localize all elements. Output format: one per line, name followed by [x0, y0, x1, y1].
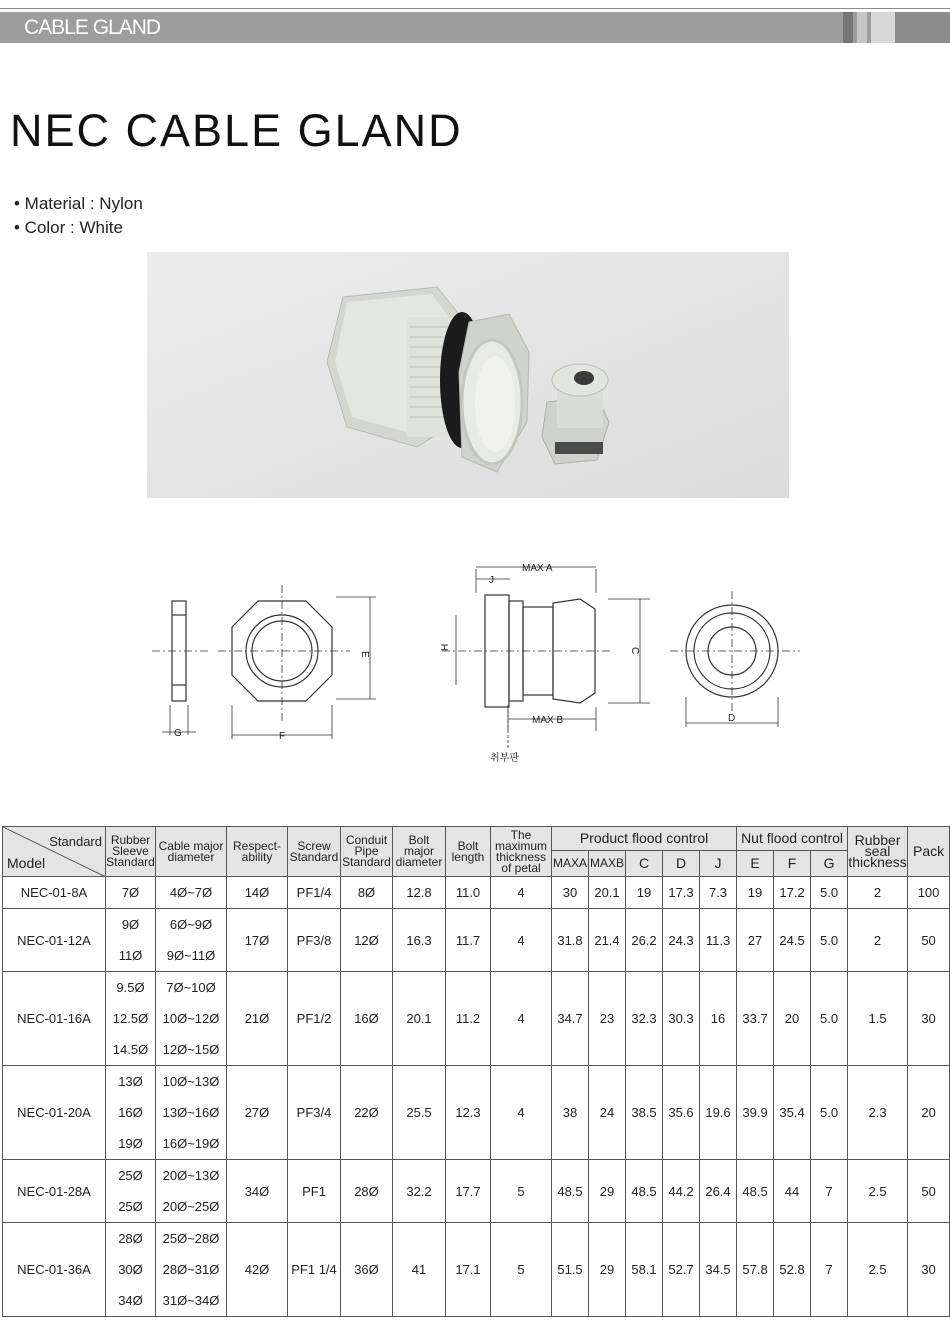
- cell-c: 58.1: [626, 1223, 663, 1317]
- cell-sleeve: [106, 1223, 156, 1317]
- header-standard: Standard: [49, 834, 102, 849]
- cell-g: 5.0: [811, 909, 848, 972]
- sleeve-value: 25Ø: [118, 1199, 143, 1214]
- cell-e: 57.8: [737, 1223, 774, 1317]
- header-g: G: [811, 851, 848, 877]
- header-maxa: MAXA: [552, 851, 589, 877]
- header-pack: Pack: [908, 827, 950, 877]
- cell-screw: PF3/8: [288, 909, 341, 972]
- material-spec: • Material : Nylon: [14, 194, 143, 213]
- header-conduit: Conduit Pipe Standard: [341, 827, 393, 877]
- table-row: [3, 877, 950, 909]
- cell-respect: 21Ø: [227, 972, 288, 1066]
- cell-petal: 5: [491, 1160, 552, 1223]
- cell-pack: 50: [908, 1160, 950, 1223]
- cell-sleeve: [106, 1066, 156, 1160]
- cable-value: 25Ø~28Ø: [162, 1231, 220, 1246]
- cell-respect: 42Ø: [227, 1223, 288, 1317]
- cell-f: 20: [774, 972, 811, 1066]
- cell-maxb: 23: [589, 972, 626, 1066]
- page-title: NEC CABLE GLAND: [10, 105, 463, 156]
- header-nut-flood: Nut flood control: [737, 827, 848, 851]
- cell-screw: PF1: [288, 1160, 341, 1223]
- cell-f: 24.5: [774, 909, 811, 972]
- cell-maxb: 29: [589, 1223, 626, 1317]
- header-e: E: [737, 851, 774, 877]
- sleeve-value: 19Ø: [118, 1136, 143, 1151]
- cell-pack: 20: [908, 1066, 950, 1160]
- cell-bolt-length: 17.7: [446, 1160, 491, 1223]
- dim-label-g: G: [174, 728, 182, 739]
- header-d: D: [663, 851, 700, 877]
- header-respectability: Respect- ability: [227, 827, 288, 877]
- banner-accent-block: [843, 12, 853, 43]
- sleeve-value: 14.5Ø: [112, 1042, 149, 1057]
- cell-cable: [156, 1066, 227, 1160]
- cell-maxb: 20.1: [589, 877, 626, 909]
- cell-conduit: 8Ø: [341, 877, 393, 909]
- table-row: [3, 1160, 950, 1223]
- sleeve-value: 28Ø: [118, 1231, 143, 1246]
- cell-bolt-length: 11.7: [446, 909, 491, 972]
- cell-bolt-major: 41: [393, 1223, 446, 1317]
- cell-g: 5.0: [811, 877, 848, 909]
- cell-cable: [156, 1223, 227, 1317]
- table-row: [3, 909, 950, 972]
- header-c: C: [626, 851, 663, 877]
- cell-respect: 34Ø: [227, 1160, 288, 1223]
- technical-drawing: [140, 535, 820, 775]
- cell-petal: 4: [491, 877, 552, 909]
- cable-value: 10Ø~12Ø: [162, 1011, 220, 1026]
- mounting-plate-label: 취부판: [490, 753, 519, 764]
- cell-seal: 2.5: [848, 1160, 908, 1223]
- cell-model: NEC-01-36A: [3, 1223, 106, 1317]
- dim-label-j: J: [489, 575, 494, 586]
- table-row: [3, 972, 950, 1066]
- cell-c: 48.5: [626, 1160, 663, 1223]
- cell-bolt-length: 11.0: [446, 877, 491, 909]
- cell-pack: 100: [908, 877, 950, 909]
- cell-bolt-major: 12.8: [393, 877, 446, 909]
- sleeve-value: 11Ø: [118, 948, 143, 963]
- banner-accent-block: [895, 12, 950, 43]
- cell-petal: 4: [491, 909, 552, 972]
- cell-screw: PF1/4: [288, 877, 341, 909]
- section-title: CABLE GLAND: [24, 16, 161, 39]
- cell-bolt-major: 32.2: [393, 1160, 446, 1223]
- cell-maxb: 24: [589, 1066, 626, 1160]
- cell-model: NEC-01-16A: [3, 972, 106, 1066]
- cable-value: 20Ø~13Ø: [162, 1168, 220, 1183]
- cell-c: 32.3: [626, 972, 663, 1066]
- cell-screw: PF1/2: [288, 972, 341, 1066]
- header-rubber-seal: Rubber seal thickness: [848, 827, 908, 877]
- cell-g: 5.0: [811, 1066, 848, 1160]
- cell-respect: 27Ø: [227, 1066, 288, 1160]
- cable-value: 6Ø~9Ø: [169, 917, 213, 932]
- cell-conduit: 16Ø: [341, 972, 393, 1066]
- section-banner: [0, 12, 950, 43]
- cell-respect: 14Ø: [227, 877, 288, 909]
- product-photo: [147, 252, 789, 498]
- dim-label-max-a: MAX A: [522, 563, 553, 574]
- cell-maxa: 31.8: [552, 909, 589, 972]
- cell-respect: 17Ø: [227, 909, 288, 972]
- cell-bolt-major: 20.1: [393, 972, 446, 1066]
- cell-j: 26.4: [700, 1160, 737, 1223]
- cable-value: 9Ø~11Ø: [166, 948, 216, 963]
- header-cable-major: Cable major diameter: [156, 827, 227, 877]
- cell-model: NEC-01-8A: [3, 877, 106, 909]
- cell-j: 7.3: [700, 877, 737, 909]
- cell-seal: 2.5: [848, 1223, 908, 1317]
- cell-screw: PF3/4: [288, 1066, 341, 1160]
- header-bolt-major: Bolt major diameter: [393, 827, 446, 877]
- table-row: [3, 1066, 950, 1160]
- cell-e: 27: [737, 909, 774, 972]
- dim-label-f: F: [279, 731, 286, 742]
- header-rubber-sleeve: Rubber Sleeve Standard: [106, 827, 156, 877]
- header-f: F: [774, 851, 811, 877]
- top-rule: [0, 8, 950, 9]
- cell-bolt-length: 12.3: [446, 1066, 491, 1160]
- sleeve-value: 34Ø: [118, 1293, 143, 1308]
- cable-value: 12Ø~15Ø: [162, 1042, 220, 1057]
- cell-bolt-length: 11.2: [446, 972, 491, 1066]
- cell-seal: 1.5: [848, 972, 908, 1066]
- cell-d: 17.3: [663, 877, 700, 909]
- cable-gland-photo: [147, 252, 789, 498]
- sleeve-value: 13Ø: [118, 1074, 143, 1089]
- sleeve-value: 9.5Ø: [116, 980, 145, 995]
- cell-c: 19: [626, 877, 663, 909]
- cell-bolt-major: 25.5: [393, 1066, 446, 1160]
- cable-value: 31Ø~34Ø: [162, 1293, 220, 1308]
- sleeve-value: 30Ø: [118, 1262, 143, 1277]
- cell-j: 34.5: [700, 1223, 737, 1317]
- cell-g: 7: [811, 1160, 848, 1223]
- cell-e: 19: [737, 877, 774, 909]
- cell-petal: 4: [491, 1066, 552, 1160]
- cell-conduit: 12Ø: [341, 909, 393, 972]
- cell-maxa: 30: [552, 877, 589, 909]
- header-screw: Screw Standard: [288, 827, 341, 877]
- cell-model: NEC-01-28A: [3, 1160, 106, 1223]
- cell-model: NEC-01-20A: [3, 1066, 106, 1160]
- cell-d: 35.6: [663, 1066, 700, 1160]
- spec-table-body: [3, 877, 950, 1317]
- cell-j: 19.6: [700, 1066, 737, 1160]
- cell-petal: 4: [491, 972, 552, 1066]
- cell-bolt-length: 17.1: [446, 1223, 491, 1317]
- dim-label-h: H: [440, 643, 451, 651]
- sleeve-value: 12.5Ø: [112, 1011, 149, 1026]
- cell-cable: [156, 972, 227, 1066]
- cable-value: 16Ø~19Ø: [162, 1136, 220, 1151]
- header-bolt-length: Bolt length: [446, 827, 491, 877]
- cell-maxa: 51.5: [552, 1223, 589, 1317]
- cell-j: 16: [700, 972, 737, 1066]
- cell-sleeve: [106, 877, 156, 909]
- header-j: J: [700, 851, 737, 877]
- cell-f: 44: [774, 1160, 811, 1223]
- cell-pack: 30: [908, 972, 950, 1066]
- cable-value: 10Ø~13Ø: [162, 1074, 220, 1089]
- cell-sleeve: [106, 1160, 156, 1223]
- sleeve-value: 25Ø: [118, 1168, 143, 1183]
- sleeve-value: 7Ø: [121, 885, 140, 900]
- cell-c: 26.2: [626, 909, 663, 972]
- cell-cable: [156, 909, 227, 972]
- cell-seal: 2.3: [848, 1066, 908, 1160]
- dim-label-e: E: [359, 651, 370, 658]
- cell-sleeve: [106, 909, 156, 972]
- cell-maxa: 38: [552, 1066, 589, 1160]
- cell-f: 52.8: [774, 1223, 811, 1317]
- cable-value: 13Ø~16Ø: [162, 1105, 220, 1120]
- header-maxb: MAXB: [589, 851, 626, 877]
- sleeve-value: 9Ø: [121, 917, 140, 932]
- cell-maxb: 29: [589, 1160, 626, 1223]
- cell-maxb: 21.4: [589, 909, 626, 972]
- cell-screw: PF1 1/4: [288, 1223, 341, 1317]
- cell-pack: 30: [908, 1223, 950, 1317]
- cell-maxa: 48.5: [552, 1160, 589, 1223]
- cell-seal: 2: [848, 877, 908, 909]
- cell-cable: [156, 1160, 227, 1223]
- cell-g: 7: [811, 1223, 848, 1317]
- cell-c: 38.5: [626, 1066, 663, 1160]
- cell-sleeve: [106, 972, 156, 1066]
- cell-conduit: 22Ø: [341, 1066, 393, 1160]
- cell-bolt-major: 16.3: [393, 909, 446, 972]
- cell-j: 11.3: [700, 909, 737, 972]
- header-product-flood: Product flood control: [552, 827, 737, 851]
- table-row: [3, 1223, 950, 1317]
- cell-f: 35.4: [774, 1066, 811, 1160]
- color-spec: • Color : White: [14, 218, 123, 237]
- cell-e: 33.7: [737, 972, 774, 1066]
- cell-d: 44.2: [663, 1160, 700, 1223]
- dim-label-max-b: MAX B: [532, 715, 564, 726]
- banner-accent-block: [857, 12, 867, 43]
- cell-pack: 50: [908, 909, 950, 972]
- banner-accent-block: [871, 12, 895, 43]
- cable-value: 7Ø~10Ø: [166, 980, 216, 995]
- cell-cable: [156, 877, 227, 909]
- cable-value: 28Ø~31Ø: [162, 1262, 220, 1277]
- dim-label-c: C: [629, 647, 640, 655]
- cell-d: 24.3: [663, 909, 700, 972]
- cell-maxa: 34.7: [552, 972, 589, 1066]
- header-model: Model: [7, 855, 46, 871]
- cable-value: 4Ø~7Ø: [169, 885, 213, 900]
- cell-e: 48.5: [737, 1160, 774, 1223]
- cell-seal: 2: [848, 909, 908, 972]
- sleeve-value: 16Ø: [118, 1105, 143, 1120]
- header-max-thickness: The maximum thickness of petal: [491, 827, 552, 877]
- dimension-drawing: [140, 535, 820, 775]
- dim-label-d: D: [728, 713, 736, 724]
- cell-conduit: 28Ø: [341, 1160, 393, 1223]
- spec-table: [2, 826, 950, 1317]
- cable-value: 20Ø~25Ø: [162, 1199, 220, 1214]
- cell-g: 5.0: [811, 972, 848, 1066]
- cell-conduit: 36Ø: [341, 1223, 393, 1317]
- cell-d: 52.7: [663, 1223, 700, 1317]
- cell-e: 39.9: [737, 1066, 774, 1160]
- cell-d: 30.3: [663, 972, 700, 1066]
- cell-petal: 5: [491, 1223, 552, 1317]
- cell-model: NEC-01-12A: [3, 909, 106, 972]
- cell-f: 17.2: [774, 877, 811, 909]
- header-standard-model: [3, 827, 106, 877]
